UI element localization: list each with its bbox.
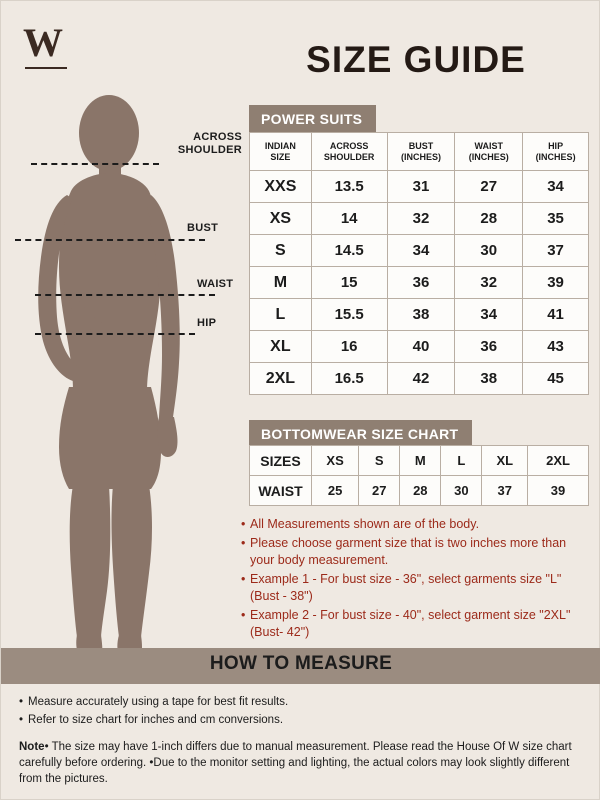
cell-size: XL bbox=[250, 331, 312, 363]
list-item bbox=[241, 571, 593, 606]
bottomwear-waist-l: 30 bbox=[441, 476, 482, 506]
bullet-icon: • bbox=[241, 571, 246, 586]
power-col-hip-l1: HIP bbox=[548, 140, 564, 151]
cell-waist: 38 bbox=[455, 363, 523, 395]
table-row bbox=[250, 476, 589, 506]
label-bust-text: BUST bbox=[187, 222, 219, 234]
bullet-icon: • bbox=[19, 696, 24, 708]
label-across-shoulder-line2: SHOULDER bbox=[177, 144, 242, 156]
cell-size: M bbox=[250, 267, 312, 299]
note-text: Please choose garment size that is two inches more than your body measurement. bbox=[250, 535, 567, 567]
cell-size: 2XL bbox=[250, 363, 312, 395]
label-waist-text: WAIST bbox=[197, 278, 234, 290]
cell-bust: 42 bbox=[387, 363, 455, 395]
bottomwear-col-m: M bbox=[400, 446, 441, 476]
power-col-indian-size-l2: SIZE bbox=[270, 151, 291, 162]
across-shoulder-line bbox=[31, 163, 159, 165]
cell-across-shoulder: 13.5 bbox=[311, 171, 387, 203]
how-to-measure-footer bbox=[19, 693, 585, 787]
cell-bust: 36 bbox=[387, 267, 455, 299]
power-col-hip-l2: (INCHES) bbox=[535, 151, 576, 162]
cell-hip: 43 bbox=[523, 331, 589, 363]
note-text: Example 1 - For bust size - 36", select garments size "L" (Bust - 38") bbox=[250, 571, 562, 603]
label-across-shoulder bbox=[157, 131, 242, 157]
list-item bbox=[19, 693, 585, 711]
cell-waist: 36 bbox=[455, 331, 523, 363]
power-col-hip bbox=[523, 133, 589, 171]
table-row bbox=[250, 267, 589, 299]
power-col-across-shoulder-l1: ACROSS bbox=[329, 140, 369, 151]
measurement-notes bbox=[241, 516, 593, 643]
footer-point-text: Measure accurately using a tape for best fit results. bbox=[28, 696, 289, 708]
power-suits-header-row bbox=[250, 133, 589, 171]
cell-across-shoulder: 14 bbox=[311, 203, 387, 235]
bottomwear-waist-2xl: 39 bbox=[528, 476, 589, 506]
power-col-indian-size bbox=[250, 133, 312, 171]
note-text: Example 2 - For bust size - 40", select garment size "2XL" (Bust- 42") bbox=[250, 607, 571, 639]
bullet-icon: • bbox=[241, 517, 246, 531]
footer-note-text: • The size may have 1-inch differs due to manual measurement. Please read the House Of W size chart carefully before ordering. •Due to the monitor setting and lighting, the actual colors may look slightly different from the pictures. bbox=[19, 741, 572, 785]
cell-bust: 32 bbox=[387, 203, 455, 235]
cell-waist: 27 bbox=[455, 171, 523, 203]
cell-size: L bbox=[250, 299, 312, 331]
bottomwear-waist-xl: 37 bbox=[482, 476, 528, 506]
label-bust bbox=[187, 222, 218, 235]
cell-hip: 35 bbox=[523, 203, 589, 235]
hip-line bbox=[35, 333, 195, 335]
bottomwear-table bbox=[249, 445, 589, 506]
bottomwear-waist-xs: 25 bbox=[312, 476, 359, 506]
waist-line bbox=[35, 294, 215, 296]
bullet-icon: • bbox=[241, 535, 246, 550]
list-item bbox=[241, 607, 593, 642]
page-title: SIZE GUIDE bbox=[306, 39, 526, 80]
power-col-across-shoulder bbox=[311, 133, 387, 171]
footer-note bbox=[19, 739, 585, 787]
cell-across-shoulder: 14.5 bbox=[311, 235, 387, 267]
cell-bust: 31 bbox=[387, 171, 455, 203]
list-item bbox=[19, 711, 585, 729]
bottomwear-waist-m: 28 bbox=[400, 476, 441, 506]
cell-bust: 38 bbox=[387, 299, 455, 331]
bottomwear-col-sizes: SIZES bbox=[250, 446, 312, 476]
cell-hip: 41 bbox=[523, 299, 589, 331]
note-text: All Measurements shown are of the body. bbox=[250, 517, 480, 531]
table-row bbox=[250, 203, 589, 235]
bottomwear-header-row bbox=[250, 446, 589, 476]
bottomwear-waist-s: 27 bbox=[359, 476, 400, 506]
bottomwear-tab-header: BOTTOMWEAR SIZE CHART bbox=[249, 420, 472, 448]
bottomwear-row-label: WAIST bbox=[250, 476, 312, 506]
cell-across-shoulder: 16.5 bbox=[311, 363, 387, 395]
power-col-waist-l1: WAIST bbox=[474, 140, 503, 151]
footer-point-text: Refer to size chart for inches and cm conversions. bbox=[28, 714, 284, 726]
list-item bbox=[241, 535, 593, 570]
cell-across-shoulder: 15 bbox=[311, 267, 387, 299]
bottomwear-col-l: L bbox=[441, 446, 482, 476]
cell-size: S bbox=[250, 235, 312, 267]
cell-size: XS bbox=[250, 203, 312, 235]
cell-across-shoulder: 16 bbox=[311, 331, 387, 363]
cell-across-shoulder: 15.5 bbox=[311, 299, 387, 331]
table-row bbox=[250, 299, 589, 331]
cell-hip: 39 bbox=[523, 267, 589, 299]
power-suits-table bbox=[249, 132, 589, 395]
silhouette-svg bbox=[11, 91, 246, 651]
bottomwear-col-2xl: 2XL bbox=[528, 446, 589, 476]
list-item bbox=[241, 516, 593, 534]
power-col-waist bbox=[455, 133, 523, 171]
table-row bbox=[250, 363, 589, 395]
table-row bbox=[250, 171, 589, 203]
footer-note-label: Note bbox=[19, 741, 45, 753]
cell-size: XXS bbox=[250, 171, 312, 203]
cell-waist: 34 bbox=[455, 299, 523, 331]
label-waist bbox=[197, 278, 233, 291]
power-col-bust-l1: BUST bbox=[408, 140, 434, 151]
power-col-bust-l2: (INCHES) bbox=[400, 151, 441, 162]
brand-logo-underline bbox=[25, 67, 67, 69]
power-col-waist-l2: (INCHES) bbox=[468, 151, 509, 162]
power-col-indian-size-l1: INDIAN bbox=[264, 140, 296, 151]
power-col-across-shoulder-l2: SHOULDER bbox=[323, 151, 375, 162]
cell-waist: 28 bbox=[455, 203, 523, 235]
bottomwear-col-xs: XS bbox=[312, 446, 359, 476]
cell-bust: 40 bbox=[387, 331, 455, 363]
body-silhouette-illustration bbox=[11, 91, 246, 651]
bottomwear-col-xl: XL bbox=[482, 446, 528, 476]
bullet-icon: • bbox=[19, 714, 24, 726]
table-row bbox=[250, 331, 589, 363]
cell-bust: 34 bbox=[387, 235, 455, 267]
brand-logo: W bbox=[23, 20, 62, 65]
power-suits-tab-header: POWER SUITS bbox=[249, 105, 376, 133]
cell-hip: 45 bbox=[523, 363, 589, 395]
bust-line bbox=[15, 239, 205, 241]
label-hip bbox=[197, 317, 216, 330]
table-row bbox=[250, 235, 589, 267]
cell-hip: 34 bbox=[523, 171, 589, 203]
label-across-shoulder-line1: ACROSS bbox=[193, 131, 242, 143]
cell-hip: 37 bbox=[523, 235, 589, 267]
cell-waist: 30 bbox=[455, 235, 523, 267]
power-col-bust bbox=[387, 133, 455, 171]
cell-waist: 32 bbox=[455, 267, 523, 299]
label-hip-text: HIP bbox=[197, 317, 217, 329]
bottomwear-col-s: S bbox=[359, 446, 400, 476]
how-to-measure-title: HOW TO MEASURE bbox=[209, 653, 393, 674]
bullet-icon: • bbox=[241, 607, 246, 622]
